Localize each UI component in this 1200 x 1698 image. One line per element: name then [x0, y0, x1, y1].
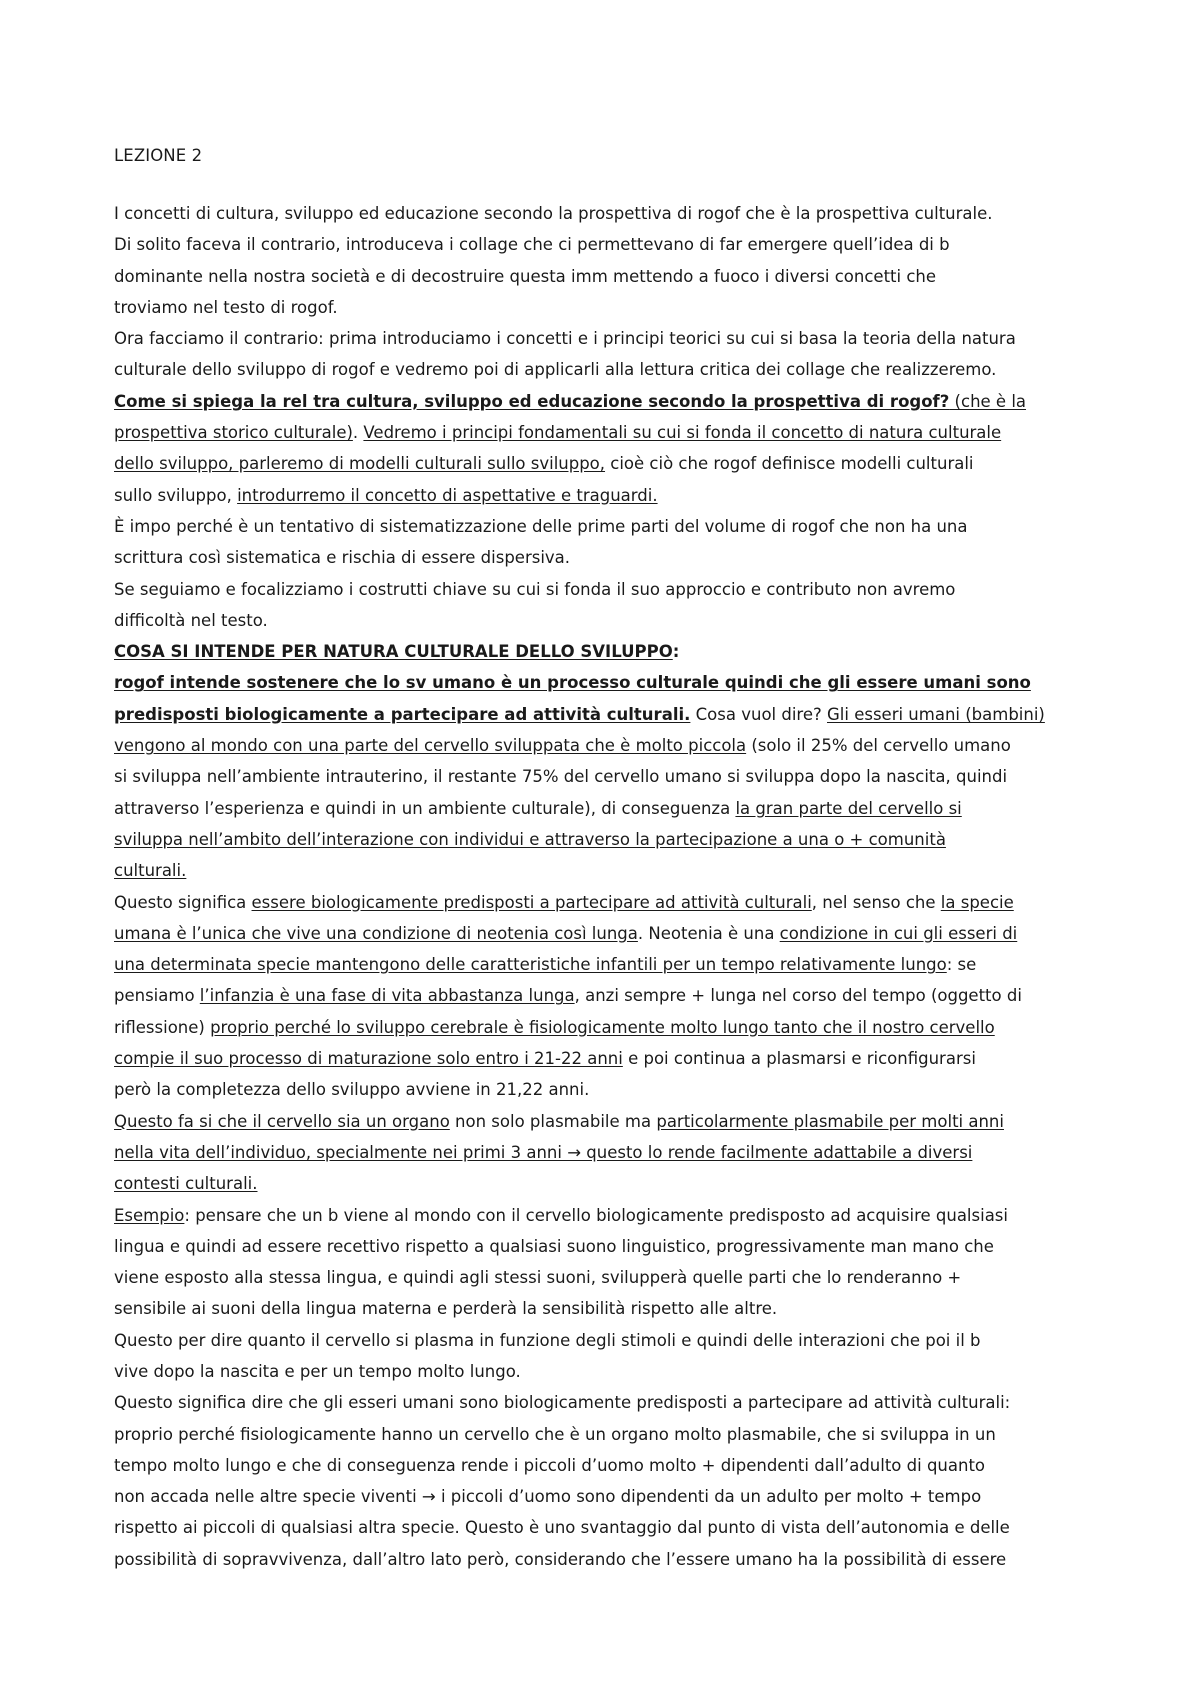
text-segment: difficoltà nel testo. — [114, 610, 268, 630]
text-line — [114, 480, 1094, 511]
text-line — [114, 730, 1094, 761]
text-line — [114, 1043, 1094, 1074]
text-segment: proprio perché fisiologicamente hanno un cervello che è un organo molto plasmabile, che si sviluppa in un — [114, 1424, 996, 1444]
text-segment: la gran parte del cervello si — [735, 798, 962, 818]
text-segment: tempo molto lungo e che di conseguenza rende i piccoli d’uomo molto + dipendenti dall’adulto di quanto — [114, 1455, 986, 1475]
text-segment: Se seguiamo e focalizziamo i costrutti chiave su cui si fonda il suo approccio e contributo non avremo — [114, 579, 956, 599]
text-line — [114, 511, 1094, 542]
text-segment: però la completezza dello sviluppo avviene in 21,22 anni. — [114, 1080, 590, 1100]
text-line — [114, 1419, 1094, 1450]
text-segment: : — [672, 642, 680, 662]
text-segment: una determinata specie mantengono delle caratteristiche infantili per un tempo relativamente lungo — [114, 955, 947, 975]
text-segment: predisposti biologicamente a partecipare ad attività culturali. — [114, 704, 691, 724]
text-line — [114, 636, 1094, 667]
text-line — [114, 198, 1094, 229]
text-segment: e poi continua a plasmarsi e riconfigurarsi — [622, 1049, 976, 1069]
text-segment: cioè ciò che rogof definisce modelli culturali — [605, 454, 974, 474]
text-segment: l’infanzia è una fase di vita abbastanza lunga — [199, 986, 575, 1006]
text-segment: contesti culturali. — [114, 1174, 258, 1194]
text-segment: vengono al mondo con una parte del cervello sviluppata che è molto piccola — [114, 736, 747, 756]
text-segment: dominante nella nostra società e di decostruire questa imm mettendo a fuoco i diversi concetti che — [114, 266, 937, 286]
text-line — [114, 1512, 1094, 1543]
text-line — [114, 1481, 1094, 1512]
text-segment: , nel senso che — [811, 892, 941, 912]
text-segment: culturali. — [114, 861, 187, 881]
text-line — [114, 417, 1094, 448]
text-segment: Questo significa — [114, 892, 252, 912]
text-segment: sensibile ai suoni della lingua materna e perderà la sensibilità rispetto alle altre. — [114, 1299, 778, 1319]
text-line — [114, 1450, 1094, 1481]
text-segment: : pensare che un b viene al mondo con il cervello biologicamente predisposto ad acquisire qualsiasi — [184, 1205, 1008, 1225]
lesson-title: LEZIONE 2 — [114, 146, 203, 165]
text-line — [114, 292, 1094, 323]
text-line — [114, 887, 1094, 918]
text-segment: pensiamo — [114, 986, 200, 1006]
text-segment: È impo perché è un tentativo di sistematizzazione delle prime parti del volume di rogof che non ha una — [114, 516, 968, 536]
text-line — [114, 1325, 1094, 1356]
text-segment: COSA SI INTENDE PER NATURA CULTURALE DELLO SVILUPPO — [114, 642, 673, 662]
text-line — [114, 261, 1094, 292]
text-segment: essere biologicamente predisposti a partecipare ad attività culturali — [251, 892, 812, 912]
text-segment: (solo il 25% del cervello umano — [746, 736, 1011, 756]
text-segment: dello sviluppo, parleremo di modelli culturali sullo sviluppo, — [114, 454, 606, 474]
text-segment: attraverso l’esperienza e quindi in un ambiente culturale), di conseguenza — [114, 798, 736, 818]
text-line — [114, 448, 1094, 479]
text-segment: compie il suo processo di maturazione solo entro i 21-22 anni — [114, 1049, 623, 1069]
text-segment: condizione in cui gli esseri di — [779, 923, 1018, 943]
text-line — [114, 1012, 1094, 1043]
text-line — [114, 1200, 1094, 1231]
text-line — [114, 1544, 1094, 1575]
text-line — [114, 667, 1094, 698]
text-segment: Questo per dire quanto il cervello si plasma in funzione degli stimoli e quindi delle interazioni che poi il b — [114, 1330, 981, 1350]
text-line — [114, 386, 1094, 417]
text-line — [114, 354, 1094, 385]
text-segment: I concetti di cultura, sviluppo ed educazione secondo la prospettiva di rogof che è la prospettiva culturale. — [114, 204, 993, 223]
text-line — [114, 855, 1094, 886]
text-line — [114, 793, 1094, 824]
text-segment: scrittura così sistematica e rischia di essere dispersiva. — [114, 548, 571, 568]
text-segment: Vedremo i principi fondamentali su cui si fonda il concetto di natura culturale — [363, 423, 1002, 443]
text-segment: non accada nelle altre specie viventi → i piccoli d’uomo sono dipendenti da un adulto per molto + tempo — [114, 1487, 982, 1507]
text-line — [114, 1137, 1094, 1168]
text-segment: (che è la — [949, 391, 1027, 411]
text-line — [114, 949, 1094, 980]
text-segment: Ora facciamo il contrario: prima introduciamo i concetti e i principi teorici su cui si basa la teoria della natura — [114, 329, 1016, 349]
text-segment: prospettiva storico culturale) — [114, 423, 353, 443]
text-line — [114, 1106, 1094, 1137]
text-segment: Come si spiega la rel tra cultura, sviluppo ed educazione secondo la prospettiva di rogof? — [114, 391, 950, 411]
text-segment: troviamo nel testo di rogof. — [114, 297, 338, 317]
text-segment: rogof intende sostenere che lo sv umano è un processo culturale quindi che gli essere umani sono — [114, 673, 1031, 693]
text-segment: si sviluppa nell’ambiente intrauterino, il restante 75% del cervello umano si sviluppa dopo la nascita, quindi — [114, 767, 1008, 787]
text-line — [114, 1387, 1094, 1418]
text-line — [114, 1168, 1094, 1199]
text-line — [114, 699, 1094, 730]
text-segment: nella vita dell’individuo, specialmente nei primi 3 anni → questo lo rende facilmente adattabile a diversi — [114, 1142, 973, 1162]
text-line — [114, 980, 1094, 1011]
text-segment: Cosa vuol dire? — [690, 704, 827, 724]
text-line — [114, 824, 1094, 855]
text-line — [114, 1074, 1094, 1105]
text-line — [114, 1293, 1094, 1324]
text-line — [114, 1356, 1094, 1387]
text-line — [114, 1262, 1094, 1293]
text-segment: Gli esseri umani (bambini) — [827, 704, 1045, 724]
text-line — [114, 542, 1094, 573]
text-segment: . — [352, 423, 364, 443]
text-segment: Questo fa si che il cervello sia un organo — [114, 1111, 450, 1131]
text-segment: sullo sviluppo, — [114, 485, 238, 505]
text-segment: rispetto ai piccoli di qualsiasi altra specie. Questo è uno svantaggio dal punto di vista dell’autonomia e delle — [114, 1518, 1010, 1538]
text-line — [114, 229, 1094, 260]
text-line — [114, 918, 1094, 949]
text-segment: viene esposto alla stessa lingua, e quindi agli stessi suoni, svilupperà quelle parti che lo renderanno + — [114, 1268, 962, 1288]
text-segment: Questo significa dire che gli esseri umani sono biologicamente predisposti a partecipare ad attività culturali: — [114, 1393, 1011, 1413]
text-segment: sviluppa nell’ambito dell’interazione con individui e attraverso la partecipazione a una o + comunità — [114, 829, 946, 849]
text-segment: . Neotenia è una — [637, 923, 780, 943]
text-line — [114, 761, 1094, 792]
text-line — [114, 605, 1094, 636]
text-segment: , anzi sempre + lunga nel corso del tempo (oggetto di — [574, 986, 1022, 1006]
text-segment: particolarmente plasmabile per molti anni — [656, 1111, 1004, 1131]
text-line — [114, 323, 1094, 354]
text-segment: proprio perché lo sviluppo cerebrale è fisiologicamente molto lungo tanto che il nostro cervello — [210, 1017, 995, 1037]
text-segment: : se — [946, 955, 977, 975]
text-line — [114, 1231, 1094, 1262]
text-segment: culturale dello sviluppo di rogof e vedremo poi di applicarli alla lettura critica dei collage che realizzeremo. — [114, 360, 997, 380]
text-segment: la specie — [940, 892, 1014, 912]
text-segment: Esempio — [114, 1205, 185, 1225]
text-segment: lingua e quindi ad essere recettivo rispetto a qualsiasi suono linguistico, progressivamente man mano che — [114, 1236, 994, 1256]
text-segment: umana è l’unica che vive una condizione di neotenia così lunga — [114, 923, 638, 943]
text-segment: vive dopo la nascita e per un tempo molto lungo. — [114, 1361, 521, 1381]
text-segment: possibilità di sopravvivenza, dall’altro lato però, considerando che l’essere umano ha la possibilità di essere — [114, 1549, 1007, 1569]
text-line — [114, 574, 1094, 605]
document-body — [114, 198, 1094, 1575]
text-segment: Di solito faceva il contrario, introduceva i collage che ci permettevano di far emergere quell’idea di b — [114, 235, 950, 255]
text-segment: introdurremo il concetto di aspettative e traguardi. — [237, 485, 658, 505]
text-segment: riflessione) — [114, 1017, 211, 1037]
text-segment: non solo plasmabile ma — [449, 1111, 657, 1131]
